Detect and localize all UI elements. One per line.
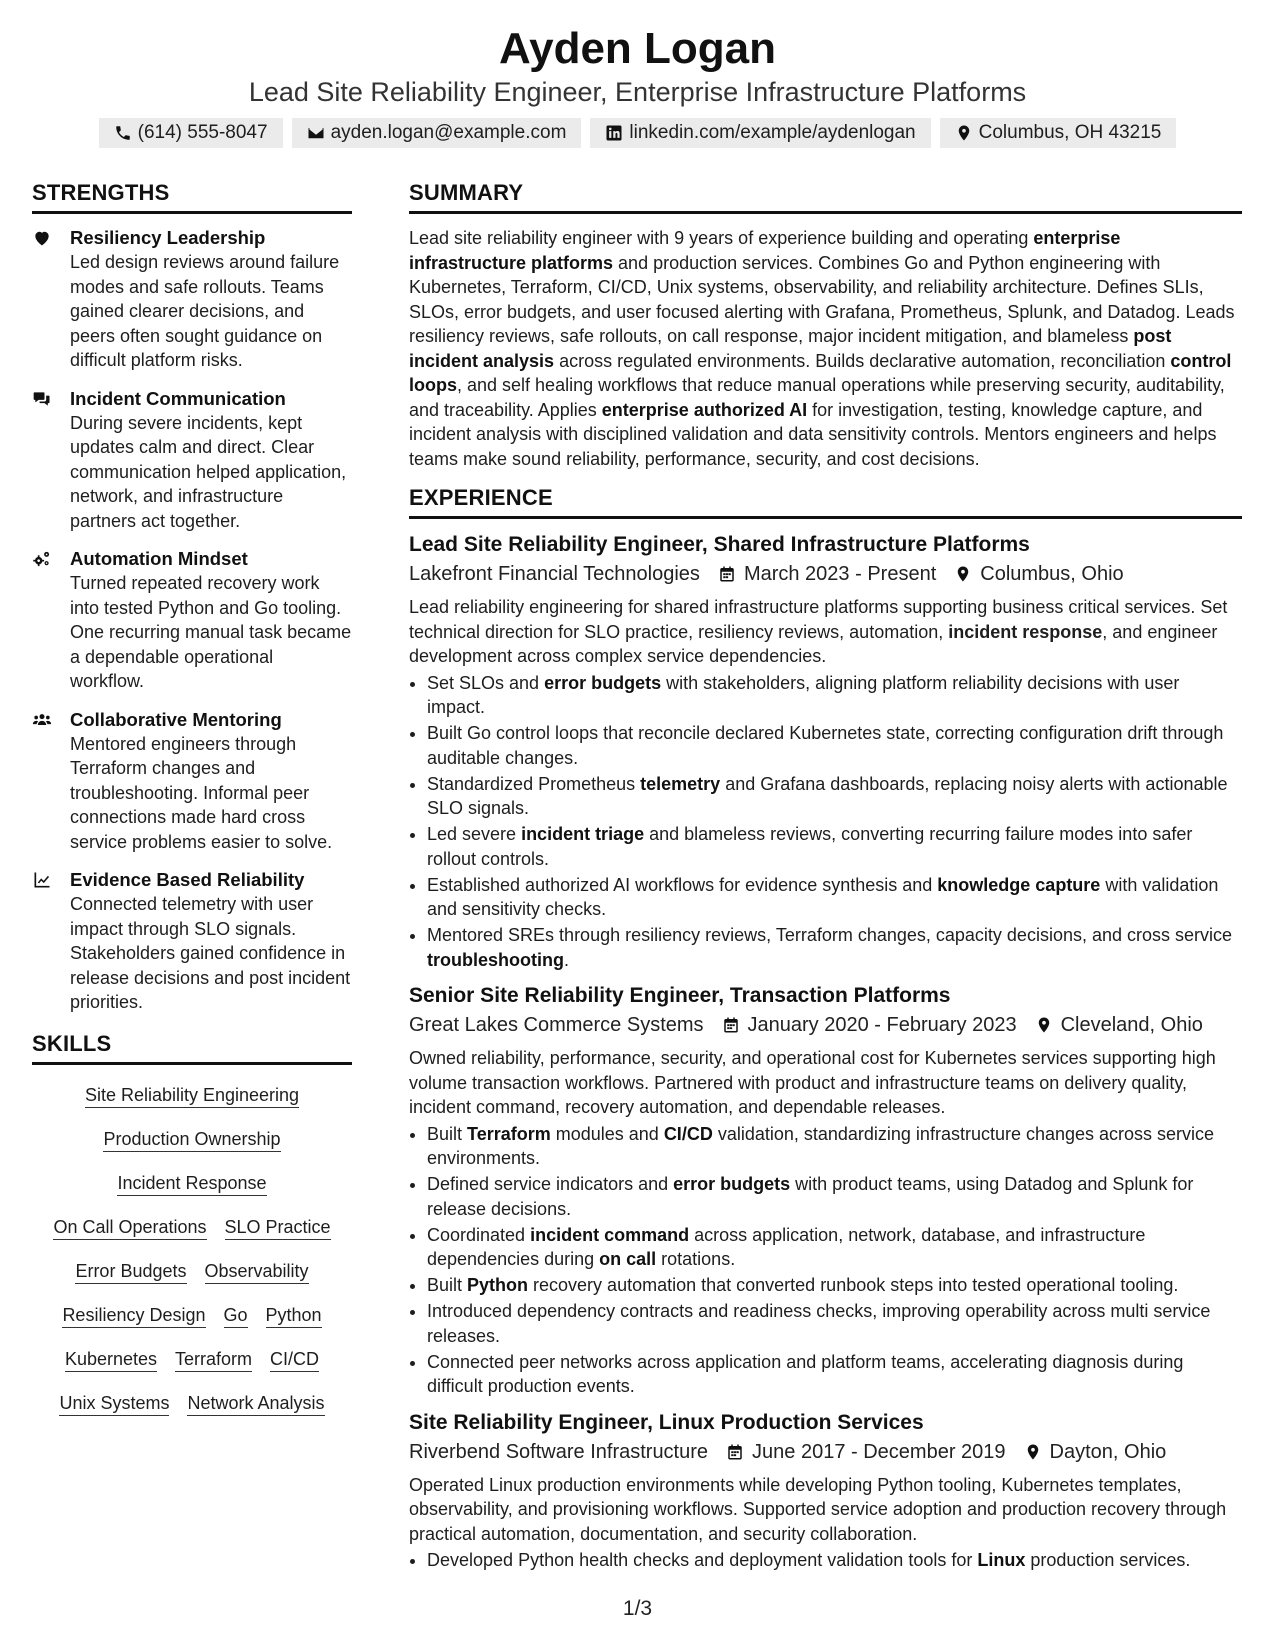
strength-icon-wrap — [32, 547, 70, 694]
job-bullet: • Introduced dependency contracts and readiness checks, improving operability across multi service releases. — [427, 1299, 1242, 1348]
map-marker-icon — [955, 124, 973, 142]
skills-row — [40, 1391, 344, 1416]
email-text: ayden.logan@example.com — [330, 122, 567, 143]
map-marker-icon — [1024, 1443, 1042, 1461]
comments-icon — [32, 389, 52, 409]
strength-icon-wrap — [32, 868, 70, 1015]
right-column — [409, 180, 1242, 1583]
strength-desc: Turned repeated recovery work into tested Python and Go tooling. One recurring manual task became a dependable operational workflow. — [70, 573, 352, 691]
job-dates: January 2020 - February 2023 — [747, 1014, 1017, 1036]
skill-tag: Observability — [205, 1259, 309, 1284]
strength-item — [32, 547, 352, 694]
skill-tag: Incident Response — [117, 1171, 266, 1196]
skills-heading: SKILLS — [32, 1031, 352, 1065]
strength-title: Resiliency Leadership — [70, 227, 266, 248]
job-bullet: • Developed Python health checks and deployment validation tools for Linux production services. — [427, 1548, 1242, 1573]
skill-tag: Terraform — [175, 1347, 252, 1372]
strength-item — [32, 708, 352, 855]
strength-desc: During severe incidents, kept updates calm and direct. Clear communication helped application, network, and infrastructure partners act together. — [70, 412, 347, 531]
location-text: Columbus, OH 43215 — [978, 122, 1162, 143]
job-meta — [409, 1437, 1242, 1467]
strengths-heading: STRENGTHS — [32, 180, 352, 214]
job-title: Senior Site Reliability Engineer, Transaction Platforms — [409, 984, 951, 1007]
strength-item — [32, 226, 352, 373]
skill-tag: Kubernetes — [65, 1347, 157, 1372]
strength-body — [70, 708, 352, 855]
strength-title: Collaborative Mentoring — [70, 708, 282, 730]
strength-body — [70, 226, 352, 373]
skills-row — [40, 1215, 344, 1240]
linkedin-chip[interactable] — [590, 118, 930, 148]
strength-desc: Mentored engineers through Terraform changes and troubleshooting. Informal peer connections made hard cross service problems easier to solve. — [70, 733, 333, 852]
job-bullet: • Defined service indicators and error budgets with product teams, using Datadog and Splunk for release decisions. — [427, 1172, 1242, 1221]
job-bullet: • Built Terraform modules and CI/CD validation, standardizing infrastructure changes across service environments. — [427, 1122, 1242, 1171]
strength-body — [70, 547, 352, 694]
left-column — [32, 180, 352, 1416]
linkedin-icon — [605, 124, 623, 142]
contact-bar — [0, 118, 1275, 148]
skills-list — [32, 1077, 352, 1416]
experience-list — [409, 531, 1242, 1573]
skill-tag: Python — [266, 1303, 322, 1328]
location-chip[interactable] — [940, 118, 1177, 148]
job-title: Lead Site Reliability Engineer, Shared Infrastructure Platforms — [409, 533, 1030, 556]
summary-heading: SUMMARY — [409, 180, 1242, 214]
skill-tag: Error Budgets — [75, 1259, 186, 1284]
map-marker-icon — [954, 565, 972, 583]
skill-tag: Network Analysis — [187, 1391, 324, 1416]
strengths-list — [32, 226, 352, 1015]
job-bullets — [409, 1122, 1242, 1399]
job-bullet: • Built Go control loops that reconcile declared Kubernetes state, correcting configuration drift through auditable changes. — [427, 721, 1242, 770]
candidate-name: Ayden Logan — [498, 24, 777, 73]
job-bullets — [409, 1548, 1242, 1573]
job-bullet: • Standardized Prometheus telemetry and Grafana dashboards, replacing noisy alerts with actionable SLO signals. — [427, 772, 1242, 821]
strength-body — [70, 387, 352, 534]
email-chip[interactable] — [292, 118, 582, 148]
strength-icon-wrap — [32, 226, 70, 373]
gears-icon — [32, 549, 52, 569]
job-description: Operated Linux production environments while developing Python tooling, Kubernetes templates, observability, and provisioning workflows. Supported service adoption and production recovery through practical automation, documentation, and security collaboration. — [409, 1474, 1227, 1544]
job-company: Lakefront Financial Technologies — [409, 563, 700, 585]
map-marker-icon — [1035, 1016, 1053, 1034]
skill-tag: Go — [224, 1303, 248, 1328]
experience-heading: EXPERIENCE — [409, 485, 1242, 519]
skills-row — [40, 1303, 344, 1328]
job-bullet: • Led severe incident triage and blameless reviews, converting recurring failure modes into safer rollout controls. — [427, 822, 1242, 871]
chart-line-icon — [32, 870, 52, 890]
strength-body — [70, 868, 352, 1015]
resume-header — [0, 22, 1275, 148]
phone-chip[interactable] — [99, 118, 283, 148]
skill-tag: Resiliency Design — [62, 1303, 205, 1328]
job-location: Dayton, Ohio — [1049, 1440, 1167, 1463]
job-company: Riverbend Software Infrastructure — [409, 1440, 709, 1463]
job-description: Owned reliability, performance, security, and operational cost for Kubernetes services supporting high volume transaction workflows. Partnered with product and infrastructure teams on delivery quality, incident command, recovery automation, and dependable releases. — [409, 1048, 1216, 1117]
job-bullets — [409, 671, 1242, 973]
job-title: Site Reliability Engineer, Linux Production Services — [409, 1410, 924, 1434]
skill-tag: Site Reliability Engineering — [85, 1083, 299, 1108]
job-meta — [409, 1010, 1242, 1040]
phone-icon — [114, 124, 132, 142]
job-location: Cleveland, Ohio — [1060, 1014, 1203, 1036]
skills-row — [40, 1171, 344, 1196]
job-description: Lead reliability engineering for shared infrastructure platforms supporting business critical services. Set technical direction for SLO practice, resiliency reviews, automation, incident response, and engineer development across complex service dependencies. — [409, 597, 1228, 666]
strength-title: Evidence Based Reliability — [70, 869, 305, 890]
calendar-icon — [722, 1016, 740, 1034]
phone-text: (614) 555-8047 — [137, 122, 268, 143]
strength-desc: Connected telemetry with user impact through SLO signals. Stakeholders gained confidence in release decisions and post incident priorities. — [70, 894, 351, 1012]
skill-tag: SLO Practice — [225, 1215, 331, 1240]
skill-tag: CI/CD — [270, 1347, 319, 1372]
job-entry — [409, 982, 1242, 1399]
job-entry — [409, 1409, 1242, 1573]
job-location: Columbus, Ohio — [980, 563, 1124, 585]
strength-item — [32, 868, 352, 1015]
strength-icon-wrap — [32, 387, 70, 534]
calendar-icon — [726, 1443, 744, 1461]
job-entry — [409, 531, 1242, 972]
job-dates: March 2023 - Present — [743, 563, 937, 585]
calendar-icon — [718, 565, 736, 583]
skill-tag: Production Ownership — [103, 1127, 280, 1152]
summary-text: Lead site reliability engineer with 9 years of experience building and operating enterprise infrastructure platforms and production services. Combines Go and Python engineering with Kubernetes, Terraform, CI/CD, Unix systems, observability, and reliability architecture. Defines SLIs, SLOs, error budgets, and user focused alerting with Grafana, Prometheus, Splunk, and Datadog. Leads resiliency reviews, safe rollouts, on call response, major incident mitigation, and blameless post incident analysis across regulated environments. Builds declarative automation, reconciliation control loops, and self healing workflows that reduce manual operations while preserving security, auditability, and traceability. Applies enterprise authorized AI for investigation, testing, knowledge capture, and incident analysis with disciplined validation and data sensitivity controls. Mentors engineers and helps teams make sound reliability, performance, security, and cost decisions. — [409, 228, 1235, 469]
job-company: Great Lakes Commerce Systems — [409, 1014, 704, 1036]
strength-icon-wrap — [32, 708, 70, 855]
skills-row — [40, 1083, 344, 1108]
job-bullet: • Mentored SREs through resiliency reviews, Terraform changes, capacity decisions, and cross service troubleshooting. — [427, 923, 1242, 972]
linkedin-text: linkedin.com/example/aydenlogan — [629, 122, 916, 143]
job-bullet: • Built Python recovery automation that converted runbook steps into tested operational tooling. — [427, 1273, 1242, 1298]
skill-tag: On Call Operations — [53, 1215, 206, 1240]
job-bullet: • Set SLOs and error budgets with stakeholders, aligning platform reliability decisions with user impact. — [427, 671, 1242, 720]
candidate-headline: Lead Site Reliability Engineer, Enterprise Infrastructure Platforms — [248, 77, 1027, 107]
envelope-icon — [307, 124, 325, 142]
skills-row — [40, 1259, 344, 1284]
skills-row — [40, 1127, 344, 1152]
job-dates: June 2017 - December 2019 — [752, 1440, 1006, 1463]
skills-row — [40, 1347, 344, 1372]
strength-item — [32, 387, 352, 534]
strength-title: Incident Communication — [70, 387, 286, 409]
job-meta — [409, 559, 1242, 589]
job-bullet: • Coordinated incident command across application, network, database, and infrastructure dependencies during on call rotations. — [427, 1223, 1242, 1272]
users-icon — [32, 710, 52, 730]
heart-icon — [32, 228, 52, 248]
job-bullet: • Connected peer networks across application and platform teams, accelerating diagnosis during difficult production events. — [427, 1350, 1242, 1399]
skill-tag: Unix Systems — [59, 1391, 169, 1416]
strength-desc: Led design reviews around failure modes and safe rollouts. Teams gained clearer decisions, and peers often sought guidance on difficult platform risks. — [70, 252, 340, 370]
strength-title: Automation Mindset — [70, 548, 248, 569]
page-number: 1/3 — [622, 1597, 653, 1620]
job-bullet: • Established authorized AI workflows for evidence synthesis and knowledge capture with validation and sensitivity checks. — [427, 873, 1242, 922]
